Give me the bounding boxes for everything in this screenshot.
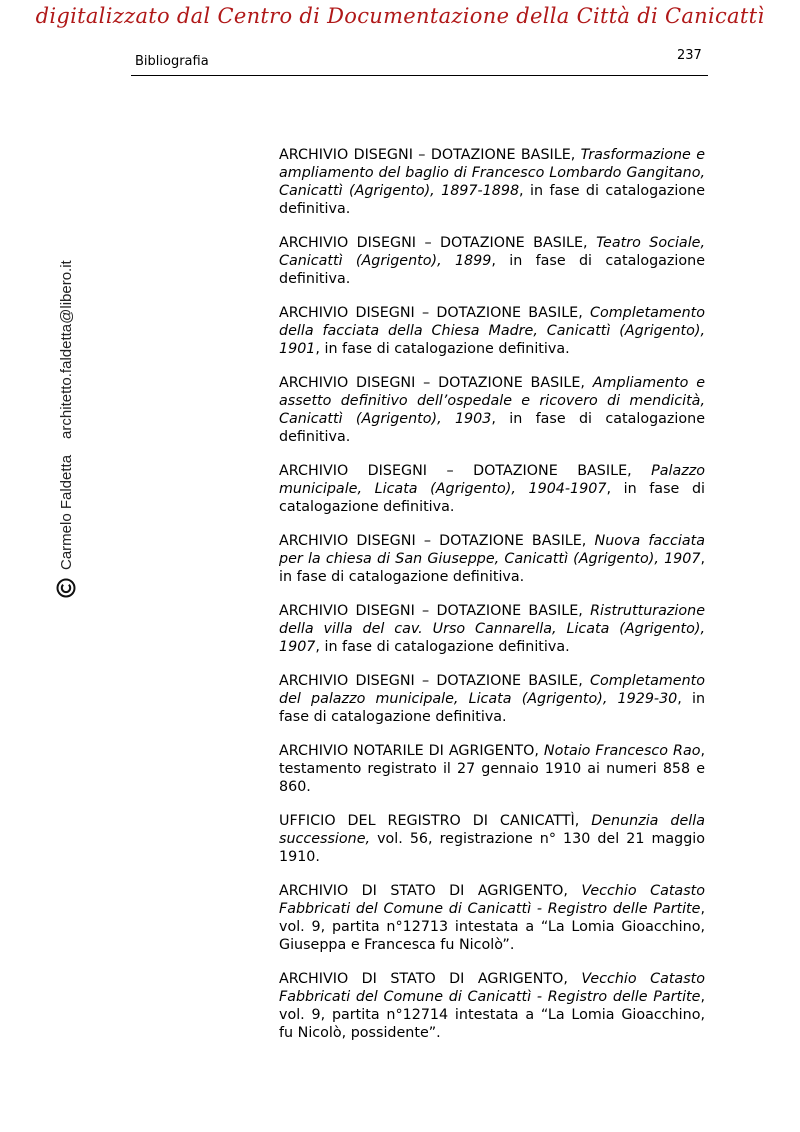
entry-details: , in fase di catalogazione definitiva. bbox=[279, 253, 705, 287]
entry-title: Palazzo municipale, Licata (Agrigento), 1904-1907 bbox=[279, 463, 705, 497]
entry-title: Completamento del palazzo municipale, Licata (Agrigento), 1929-30 bbox=[279, 673, 705, 707]
entry-details: vol. 56, registrazione n° 130 del 21 maggio 1910. bbox=[279, 831, 705, 865]
author-email: architetto.faldetta@libero.it bbox=[57, 260, 75, 439]
entry-source: ARCHIVIO NOTARILE DI AGRIGENTO, bbox=[279, 743, 544, 759]
entry-source: ARCHIVIO DISEGNI – DOTAZIONE BASILE, bbox=[279, 463, 652, 479]
entry-source: ARCHIVIO DISEGNI – DOTAZIONE BASILE, bbox=[279, 375, 593, 391]
author-name: Carmelo Faldetta bbox=[57, 454, 75, 570]
bibliography-entry bbox=[279, 532, 705, 586]
bibliography-entry bbox=[279, 602, 705, 656]
bibliography-entry bbox=[279, 234, 705, 288]
entry-source: ARCHIVIO DISEGNI – DOTAZIONE BASILE, bbox=[279, 533, 595, 549]
bibliography-entry bbox=[279, 304, 705, 358]
entry-details: , in fase di catalogazione definitiva. bbox=[279, 691, 706, 725]
entry-details: , in fase di catalogazione definitiva. bbox=[315, 341, 570, 357]
entry-source: ARCHIVIO DISEGNI – DOTAZIONE BASILE, bbox=[279, 673, 590, 689]
entry-details: , vol. 9, partita n°12714 intestata a “La Lomia Gioacchino, fu Nicolò, possidente”. bbox=[279, 989, 705, 1041]
entry-details: , in fase di catalogazione definitiva. bbox=[315, 639, 570, 655]
entry-details: , in fase di catalogazione definitiva. bbox=[279, 411, 705, 445]
entry-title: Ampliamento e assetto definitivo dell’ospedale e ricovero di mendicità, Canicattì (Agrigento), 1903 bbox=[279, 375, 706, 427]
entry-title: Trasformazione e ampliamento del baglio di Francesco Lombardo Gangitano, Canicattì (Agrigento), 1897-1898 bbox=[279, 147, 705, 199]
entry-title: Nuova facciata per la chiesa di San Giuseppe, Canicattì (Agrigento), 1907 bbox=[279, 533, 705, 567]
bibliography-entry bbox=[279, 812, 705, 866]
bibliography-list bbox=[279, 146, 705, 1058]
copyright-icon bbox=[56, 578, 76, 598]
entry-details: , in fase di catalogazione definitiva. bbox=[279, 551, 705, 585]
bibliography-entry bbox=[279, 970, 705, 1042]
entry-details: , in fase di catalogazione definitiva. bbox=[279, 183, 706, 217]
entry-source: ARCHIVIO DI STATO DI AGRIGENTO, bbox=[279, 971, 582, 987]
entry-title: Ristrutturazione della villa del cav. Urso Cannarella, Licata (Agrigento), 1907 bbox=[279, 603, 705, 655]
entry-details: , in fase di catalogazione definitiva. bbox=[279, 481, 705, 515]
page-number: 237 bbox=[677, 48, 702, 63]
bibliography-entry bbox=[279, 462, 705, 516]
side-credit bbox=[56, 260, 76, 598]
entry-title: Vecchio Catasto Fabbricati del Comune di Canicattì - Registro delle Partite bbox=[279, 883, 705, 917]
entry-title: Teatro Sociale, Canicattì (Agrigento), 1899 bbox=[279, 235, 706, 269]
header-rule bbox=[131, 75, 708, 76]
entry-title: Completamento della facciata della Chiesa Madre, Canicattì (Agrigento), 1901 bbox=[279, 305, 705, 357]
bibliography-entry bbox=[279, 672, 705, 726]
entry-source: ARCHIVIO DISEGNI – DOTAZIONE BASILE, bbox=[279, 305, 590, 321]
entry-source: ARCHIVIO DISEGNI – DOTAZIONE BASILE, bbox=[279, 147, 581, 163]
entry-source: ARCHIVIO DISEGNI – DOTAZIONE BASILE, bbox=[279, 235, 597, 251]
running-header-title: Bibliografia bbox=[135, 54, 209, 69]
entry-source: UFFICIO DEL REGISTRO DI CANICATTÌ, bbox=[279, 813, 592, 829]
entry-source: ARCHIVIO DI STATO DI AGRIGENTO, bbox=[279, 883, 582, 899]
digitization-banner: digitalizzato dal Centro di Documentazione della Città di Canicattì bbox=[35, 4, 765, 28]
entry-details: , testamento registrato il 27 gennaio 1910 ai numeri 858 e 860. bbox=[279, 743, 705, 795]
bibliography-entry bbox=[279, 742, 705, 796]
bibliography-entry bbox=[279, 882, 705, 954]
entry-title: Vecchio Catasto Fabbricati del Comune di Canicattì - Registro delle Partite bbox=[279, 971, 705, 1005]
entry-source: ARCHIVIO DISEGNI – DOTAZIONE BASILE, bbox=[279, 603, 591, 619]
entry-title: Denunzia della successione, bbox=[279, 813, 705, 847]
entry-title: Notaio Francesco Rao bbox=[543, 743, 701, 759]
bibliography-entry bbox=[279, 374, 705, 446]
entry-details: , vol. 9, partita n°12713 intestata a “La Lomia Gioacchino, Giuseppa e Francesca fu Nicolò”. bbox=[279, 901, 705, 953]
bibliography-entry bbox=[279, 146, 705, 218]
